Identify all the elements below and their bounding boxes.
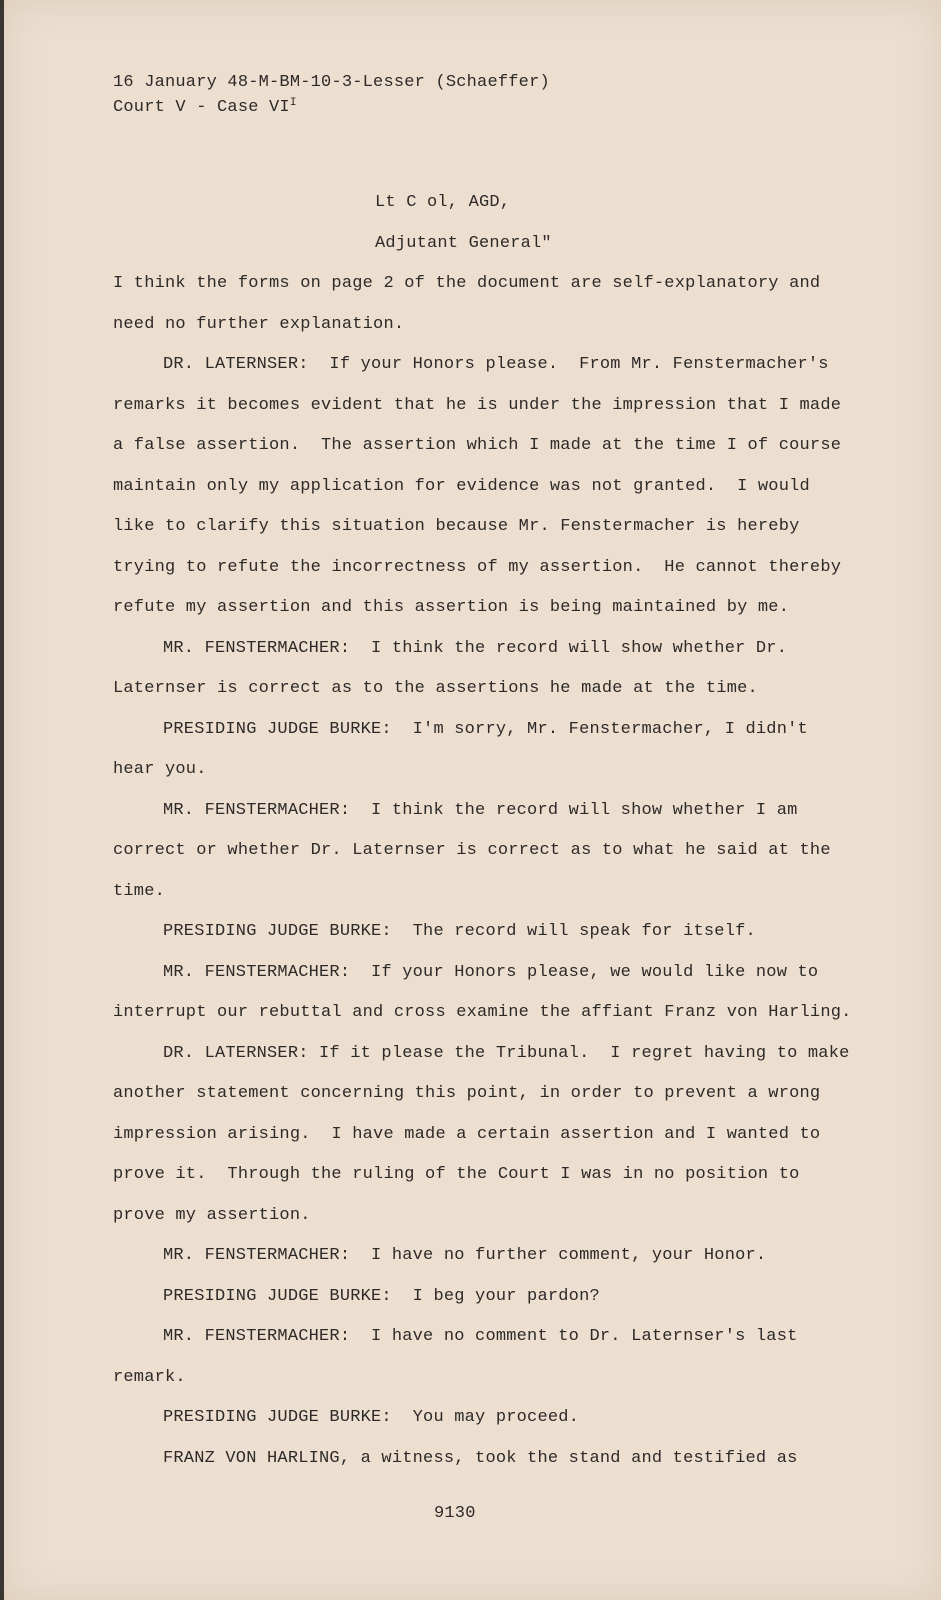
text-line: PRESIDING JUDGE BURKE: I beg your pardon?	[163, 1287, 600, 1306]
signature-rank: Lt C ol, AGD,	[375, 193, 511, 212]
text-line: time.	[113, 882, 166, 901]
text-line: correct or whether Dr. Laternser is correct as to what he said at the	[113, 841, 831, 860]
text-line: FRANZ VON HARLING, a witness, took the stand and testified as	[163, 1449, 798, 1468]
text-line: remark.	[113, 1368, 186, 1387]
header-superscript: I	[289, 97, 297, 109]
text-line: MR. FENSTERMACHER: I think the record will show whether I am	[163, 801, 798, 820]
text-line: maintain only my application for evidence was not granted. I would	[113, 477, 810, 496]
text-line: MR. FENSTERMACHER: If your Honors please, we would like now to	[163, 963, 819, 982]
text-line: interrupt our rebuttal and cross examine the affiant Franz von Harling.	[113, 1003, 852, 1022]
text-line: PRESIDING JUDGE BURKE: You may proceed.	[163, 1408, 580, 1427]
header-line-2	[113, 93, 297, 118]
text-line: MR. FENSTERMACHER: I have no comment to Dr. Laternser's last	[163, 1327, 798, 1346]
text-line: trying to refute the incorrectness of my assertion. He cannot thereby	[113, 558, 842, 577]
text-line: I think the forms on page 2 of the document are self-explanatory and	[113, 274, 821, 293]
text-line: PRESIDING JUDGE BURKE: The record will speak for itself.	[163, 922, 756, 941]
text-line: Laternser is correct as to the assertions he made at the time.	[113, 679, 758, 698]
text-line: hear you.	[113, 760, 207, 779]
signature-title: Adjutant General"	[375, 234, 552, 253]
text-line: DR. LATERNSER: If your Honors please. From Mr. Fenstermacher's	[163, 355, 829, 374]
header-court-case: Court V - Case VI	[113, 98, 290, 117]
document-page	[4, 0, 941, 1600]
text-line: impression arising. I have made a certain assertion and I wanted to	[113, 1125, 821, 1144]
text-line: like to clarify this situation because Mr. Fenstermacher is hereby	[113, 517, 800, 536]
text-line: a false assertion. The assertion which I made at the time I of course	[113, 436, 842, 455]
text-line: PRESIDING JUDGE BURKE: I'm sorry, Mr. Fenstermacher, I didn't	[163, 720, 808, 739]
text-line: DR. LATERNSER: If it please the Tribunal. I regret having to make	[163, 1044, 850, 1063]
text-line: prove it. Through the ruling of the Court I was in no position to	[113, 1165, 800, 1184]
text-line: remarks it becomes evident that he is under the impression that I made	[113, 396, 842, 415]
text-line: MR. FENSTERMACHER: I think the record will show whether Dr.	[163, 639, 788, 658]
text-line: another statement concerning this point, in order to prevent a wrong	[113, 1084, 821, 1103]
text-line: prove my assertion.	[113, 1206, 311, 1225]
text-line: refute my assertion and this assertion is being maintained by me.	[113, 598, 790, 617]
text-line: need no further explanation.	[113, 315, 405, 334]
page-number: 9130	[434, 1504, 476, 1523]
header-line-1: 16 January 48-M-BM-10-3-Lesser (Schaeffer)	[113, 73, 550, 92]
text-line: MR. FENSTERMACHER: I have no further comment, your Honor.	[163, 1246, 767, 1265]
